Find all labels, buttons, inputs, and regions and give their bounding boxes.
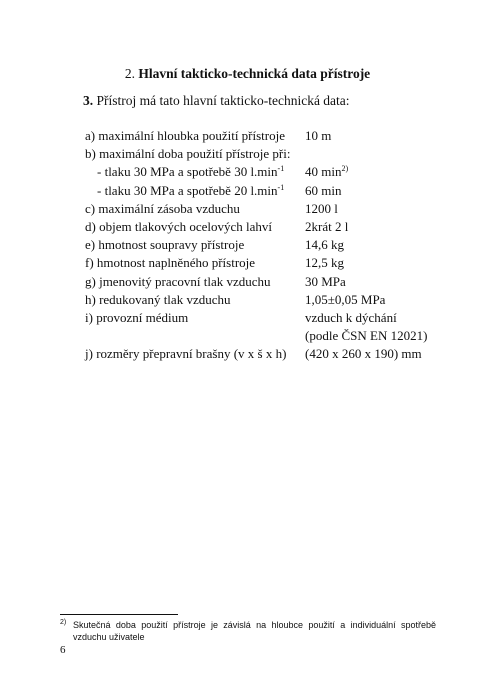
spec-label-exponent: -1 xyxy=(277,164,285,174)
footnote-text: Skutečná doba použití přístroje je závislá na hloubce použití a individuální spotřebě vzduchu uživatele xyxy=(73,620,436,642)
page-number: 6 xyxy=(60,644,66,656)
footnote-mark: 2) xyxy=(60,619,67,626)
spec-label: f) hmotnost naplněného přístroje xyxy=(85,255,256,271)
spec-label xyxy=(97,163,284,181)
spec-row-duration-20 xyxy=(85,182,455,200)
spec-value-text: 40 min xyxy=(305,164,342,180)
spec-row-duration-30 xyxy=(85,163,455,181)
spec-row-max-depth xyxy=(85,127,455,145)
spec-row-cylinder-volume xyxy=(85,218,455,236)
section-heading xyxy=(0,66,495,82)
spec-value: (420 x 260 x 190) mm xyxy=(305,346,422,362)
spec-row-air-supply xyxy=(85,200,455,218)
spec-value: 10 m xyxy=(305,128,332,143)
intro-text: Přístroj má tato hlavní takticko-technická data: xyxy=(96,93,350,108)
spec-value: 1200 l xyxy=(305,200,338,216)
spec-value xyxy=(305,163,348,181)
spec-value: 14,6 kg xyxy=(305,237,344,253)
intro-paragraph xyxy=(83,93,350,109)
spec-value: 30 MPa xyxy=(305,273,346,289)
spec-label: j) rozměry přepravní brašny (v x š x h) xyxy=(85,346,287,362)
spec-row-medium-standard xyxy=(85,327,455,345)
spec-row-reduced-pressure xyxy=(85,291,455,309)
footnote-reference: 2) xyxy=(341,164,349,174)
footnote-divider xyxy=(60,614,178,615)
section-title: Hlavní takticko-technická data přístroje xyxy=(138,66,371,81)
spec-label: c) maximální zásoba vzduchu xyxy=(85,200,240,216)
spec-label: b) maximální doba použití přístroje při: xyxy=(85,146,291,162)
spec-label-exponent: -1 xyxy=(277,182,285,192)
spec-label: e) hmotnost soupravy přístroje xyxy=(85,237,245,253)
spec-row-kit-weight xyxy=(85,236,455,254)
spec-row-filled-weight xyxy=(85,254,455,272)
spec-label: a) maximální hloubka použití přístroje xyxy=(85,128,286,143)
spec-label: i) provozní médium xyxy=(85,309,189,325)
spec-row-working-pressure xyxy=(85,273,455,291)
spec-label-text: - tlaku 30 MPa a spotřebě 30 l.min xyxy=(97,164,278,180)
intro-number: 3. xyxy=(83,93,94,108)
spec-value: vzduch k dýchání xyxy=(305,309,397,325)
spec-value: 2krát 2 l xyxy=(305,218,349,234)
spec-value: 12,5 kg xyxy=(305,255,344,271)
spec-label-text: - tlaku 30 MPa a spotřebě 20 l.min xyxy=(97,182,278,198)
spec-label xyxy=(97,182,284,200)
spec-value: 60 min xyxy=(305,182,342,198)
spec-label: h) redukovaný tlak vzduchu xyxy=(85,291,231,307)
spec-row-bag-dimensions xyxy=(85,345,455,363)
spec-row-medium xyxy=(85,309,455,327)
spec-value: (podle ČSN EN 12021) xyxy=(305,328,428,344)
spec-list xyxy=(85,127,455,363)
spec-row-max-duration xyxy=(85,145,455,163)
spec-label: g) jmenovitý pracovní tlak vzduchu xyxy=(85,273,271,289)
spec-label: d) objem tlakových ocelových lahví xyxy=(85,218,273,234)
footnote xyxy=(60,619,436,643)
section-number: 2. xyxy=(124,66,135,81)
spec-value: 1,05±0,05 MPa xyxy=(305,291,386,307)
